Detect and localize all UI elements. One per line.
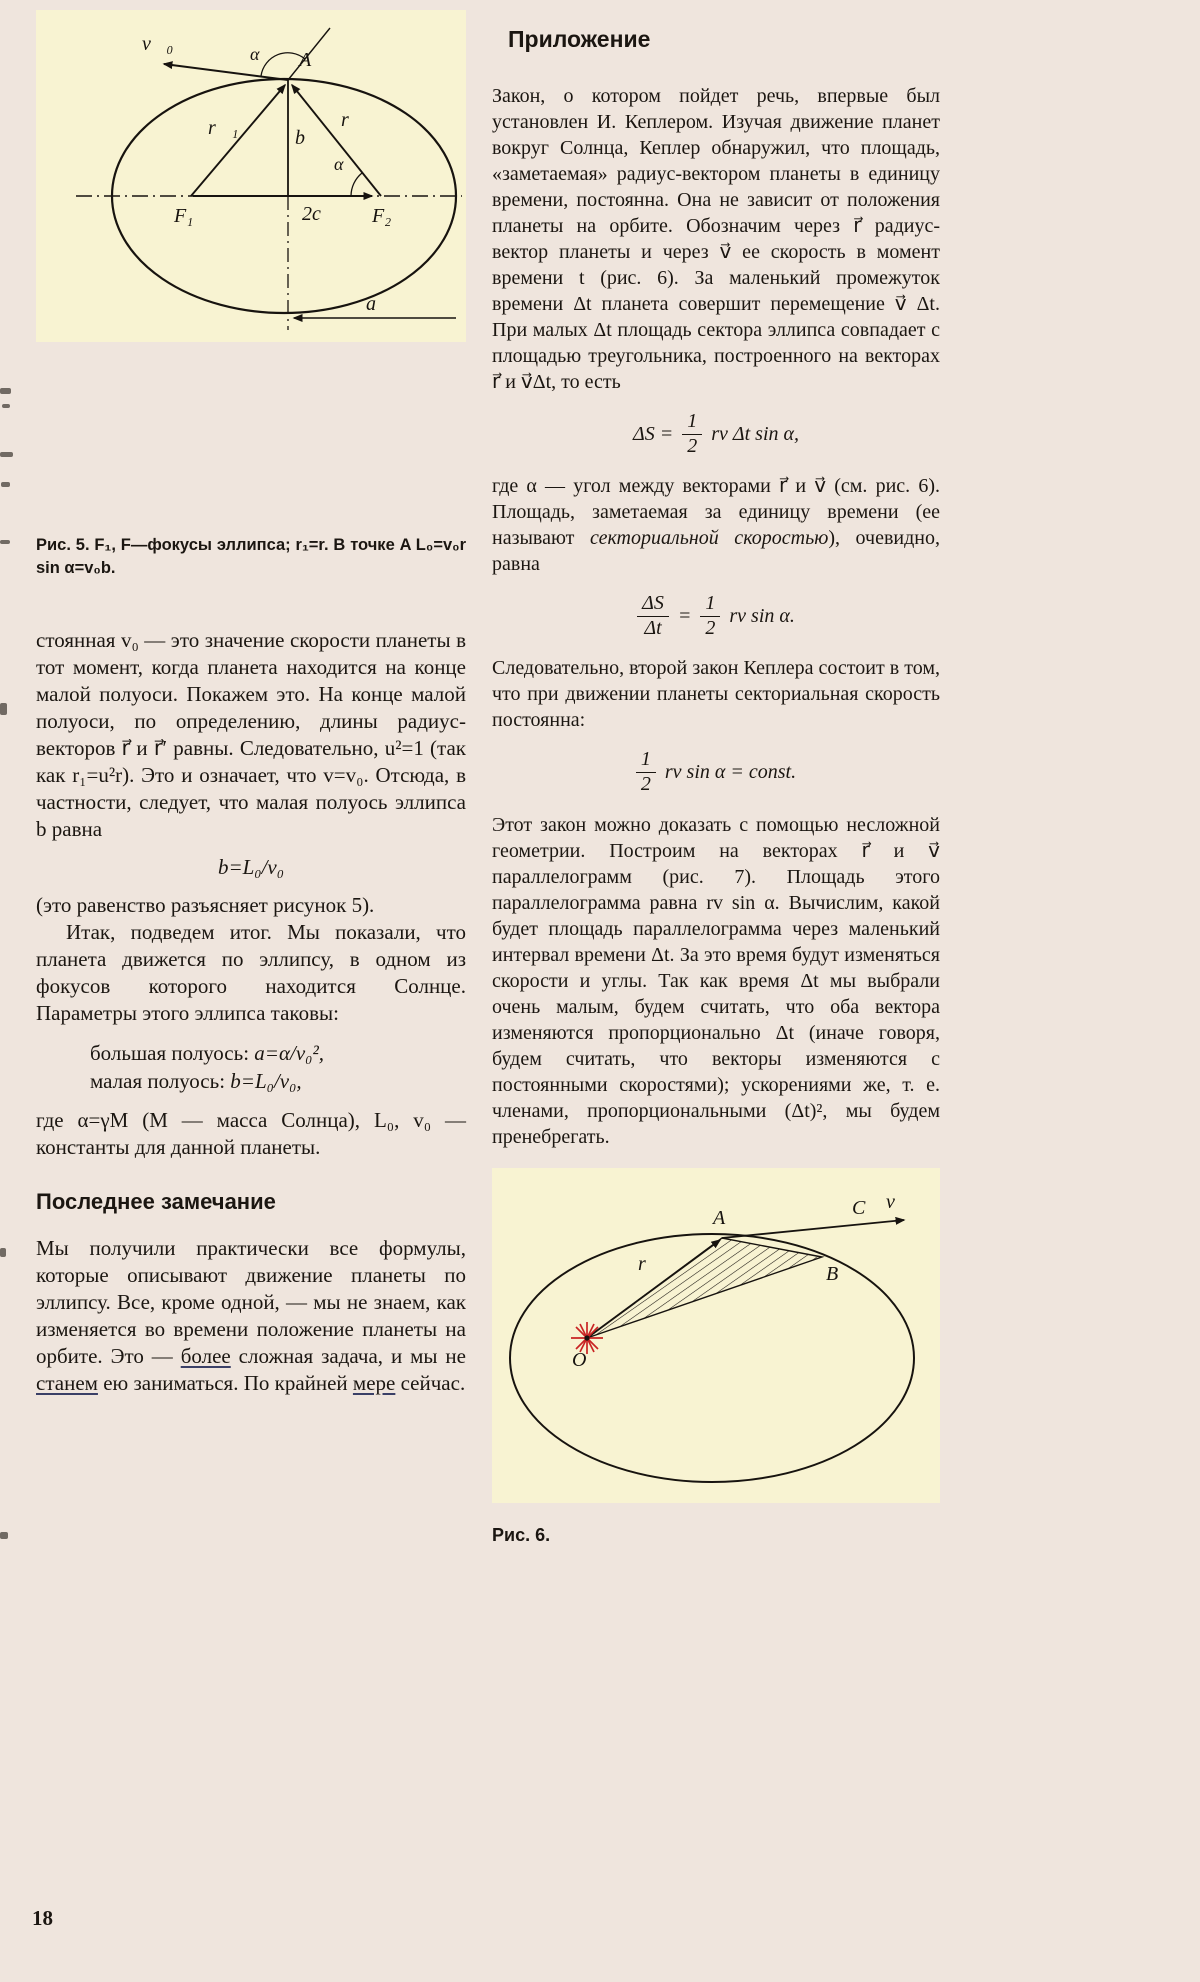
fraction-numerator: 1	[682, 411, 702, 435]
equals-sign: =	[677, 604, 692, 627]
paragraph-second-law: Следовательно, второй закон Кеплера состоит в том, что при движении планеты секториальная скорость постоянна:	[492, 657, 940, 732]
formula-constant	[492, 749, 940, 795]
label-v0: v⃗₀	[142, 33, 174, 55]
label-F1: F₁	[174, 205, 194, 227]
paragraph-kepler-law: Закон, о котором пойдет речь, впервые был установлен И. Кеплером. Изучая движение планет вокруг Солнца, Кеплер обнаружил, что площадь, «заметаемая» радиус-вектором планеты в единицу времени, постоянна. Она не зависит от положения планеты на орбите. Обозначим через r⃗ радиус-вектор планеты и через v⃗ ее скорость в момент времени t (рис. 6). За маленький промежуток времени Δt планета совершит перемещение v⃗ Δt. При малых Δt площадь сектора эллипса совпадает с площадью треугольника, построенного на векторах r⃗ и v⃗Δt, то есть	[492, 85, 940, 393]
label-r: r⃗	[638, 1252, 662, 1275]
major-axis-parameter	[90, 1039, 466, 1067]
page-number: 18	[32, 1906, 53, 1930]
fraction-numerator: 1	[636, 749, 656, 773]
fraction-one-half	[636, 749, 656, 795]
formula-rhs: rv Δt sin α,	[711, 422, 800, 445]
figure-5	[36, 10, 466, 342]
figure-6	[492, 1168, 940, 1503]
minor-axis-math: b=L₀/v₀,	[230, 1068, 302, 1093]
label-B: B	[826, 1262, 839, 1285]
scan-artifact	[0, 1248, 6, 1257]
scan-artifact	[2, 404, 10, 408]
label-v: v⃗	[886, 1190, 911, 1213]
scan-artifact	[1, 482, 10, 487]
fraction-denominator: 2	[640, 772, 651, 795]
text-run: ), очевидно, равна	[492, 527, 940, 576]
pen-underlined-word: мере	[352, 1371, 396, 1396]
label-alpha-top: α	[250, 44, 260, 64]
figure-6-caption: Рис. 6.	[492, 1524, 551, 1545]
label-r: r⃗	[341, 109, 365, 131]
fraction-numerator: ΔS	[637, 593, 669, 617]
fraction-numerator: 1	[700, 593, 720, 617]
label-C: C	[852, 1196, 866, 1219]
text-run: сейчас.	[395, 1371, 466, 1396]
label-2c: 2c⃗	[302, 203, 337, 225]
paragraph-continuation: стоянная v₀ — это значение скорости планеты в тот момент, когда планета находится на конце малой полуоси. Покажем это. На конце малой полуоси, по определению, длины радиус-векторов r⃗ и r⃗′ равны. Следовательно, u²=1 (так как r₁=u²r). Это и означает, что v=v₀. Отсюда, в частности, следует, что малая полуось эллипса b равна	[36, 627, 466, 841]
paragraph-equality-note: (это равенство разъясняет рисунок 5).	[36, 892, 375, 917]
major-axis-label: большая полуось:	[90, 1040, 255, 1065]
fraction-denominator: Δt	[644, 616, 662, 639]
paragraph-sectorial-speed	[492, 473, 940, 577]
figure-5-caption: Рис. 5. F₁, F—фокусы эллипса; r₁=r. В точке A L₀=v₀r sin α=v₀b.	[36, 536, 466, 578]
left-column	[36, 10, 466, 1397]
figure-background	[492, 1168, 932, 1503]
paragraph-summary: Итак, подведем итог. Мы показали, что планета движется по эллипсу, в одном из фокусов которого находится Солнце. Параметры этого эллипса таковы:	[36, 919, 466, 1025]
major-axis-math: a=α/v₀²,	[254, 1040, 324, 1065]
minor-axis-parameter	[90, 1067, 466, 1095]
label-A: A	[713, 1206, 726, 1229]
text-run: сложная задача, и мы не	[230, 1344, 466, 1369]
fraction-one-half	[700, 593, 720, 639]
label-alpha-f2: α	[334, 154, 344, 174]
emphasized-term: секториальной скоростью	[589, 527, 829, 550]
fraction-denominator: 2	[705, 616, 716, 639]
paragraph-geometry-proof: Этот закон можно доказать с помощью несложной геометрии. Построим на векторах r⃗ и v⃗ параллелограмм (рис. 7). Площадь этого параллелограмма равна rv sin α. Вычислим, какой будет площадь параллелограмма через маленький интервал времени Δt. За это время будут изменяться скорости и углы. Так как время Δt мы выбрали очень малым, будем считать, что оба вектора изменяются пропорционально Δt (иначе говоря, будем считать, что векторы изменяются с постоянными скоростями); ускорениями же, т. е. членами, пропорциональными (Δt)², мы будем пренебрегать.	[492, 813, 940, 1148]
label-A: A	[299, 49, 312, 71]
minor-axis-label: малая полуось:	[90, 1068, 231, 1093]
scan-artifact	[0, 540, 10, 544]
formula-b: b=L₀/v₀	[217, 854, 285, 879]
scan-artifact	[0, 1532, 8, 1539]
text-run: где α — угол между векторами r⃗ и v⃗ (см. рис. 6). Площадь, заметаемая за единицу времени (ее называют	[492, 475, 940, 550]
scan-artifact	[0, 388, 11, 394]
formula-rhs: rv sin α.	[729, 604, 795, 627]
label-a: a	[366, 293, 376, 315]
text-run: Мы получили практически все формулы, которые описывают движение планеты по эллипсу. Все, кроме одной, — мы не знаем, как изменяется во времени положение планеты на орбите. Это —	[36, 1236, 466, 1369]
paragraph-constants: где α=γM (M — масса Солнца), L₀, v₀ — константы для данной планеты.	[36, 1108, 466, 1160]
figure-5-ellipse-diagram	[36, 10, 466, 342]
figure-6-sector-diagram	[492, 1168, 932, 1503]
formula-sectorial-speed	[492, 593, 940, 639]
ellipse-parameters	[90, 1039, 466, 1096]
section-heading-appendix: Приложение	[508, 26, 651, 52]
paragraph-last-remark	[36, 1235, 466, 1397]
scan-artifact	[0, 452, 13, 457]
scan-artifact	[0, 703, 7, 715]
formula-lhs: ΔS =	[632, 422, 674, 445]
pen-underlined-word: станем	[36, 1371, 98, 1396]
formula-rhs: rv sin α = const.	[664, 760, 797, 783]
label-O: O	[572, 1348, 587, 1371]
section-heading-last-remark: Последнее замечание	[36, 1189, 276, 1215]
formula-delta-s	[492, 411, 940, 457]
label-F2: F₂	[372, 205, 392, 227]
fraction-denominator: 2	[687, 434, 698, 457]
label-b: b	[295, 127, 305, 149]
fraction-one-half	[682, 411, 702, 457]
fraction-ds-dt	[637, 593, 669, 639]
right-column	[492, 26, 940, 1564]
pen-underlined-word: более	[180, 1344, 231, 1369]
text-run: ею заниматься. По крайней	[97, 1371, 353, 1396]
label-r1: r⃗₁	[208, 117, 239, 139]
focus-point-O	[584, 1335, 589, 1340]
